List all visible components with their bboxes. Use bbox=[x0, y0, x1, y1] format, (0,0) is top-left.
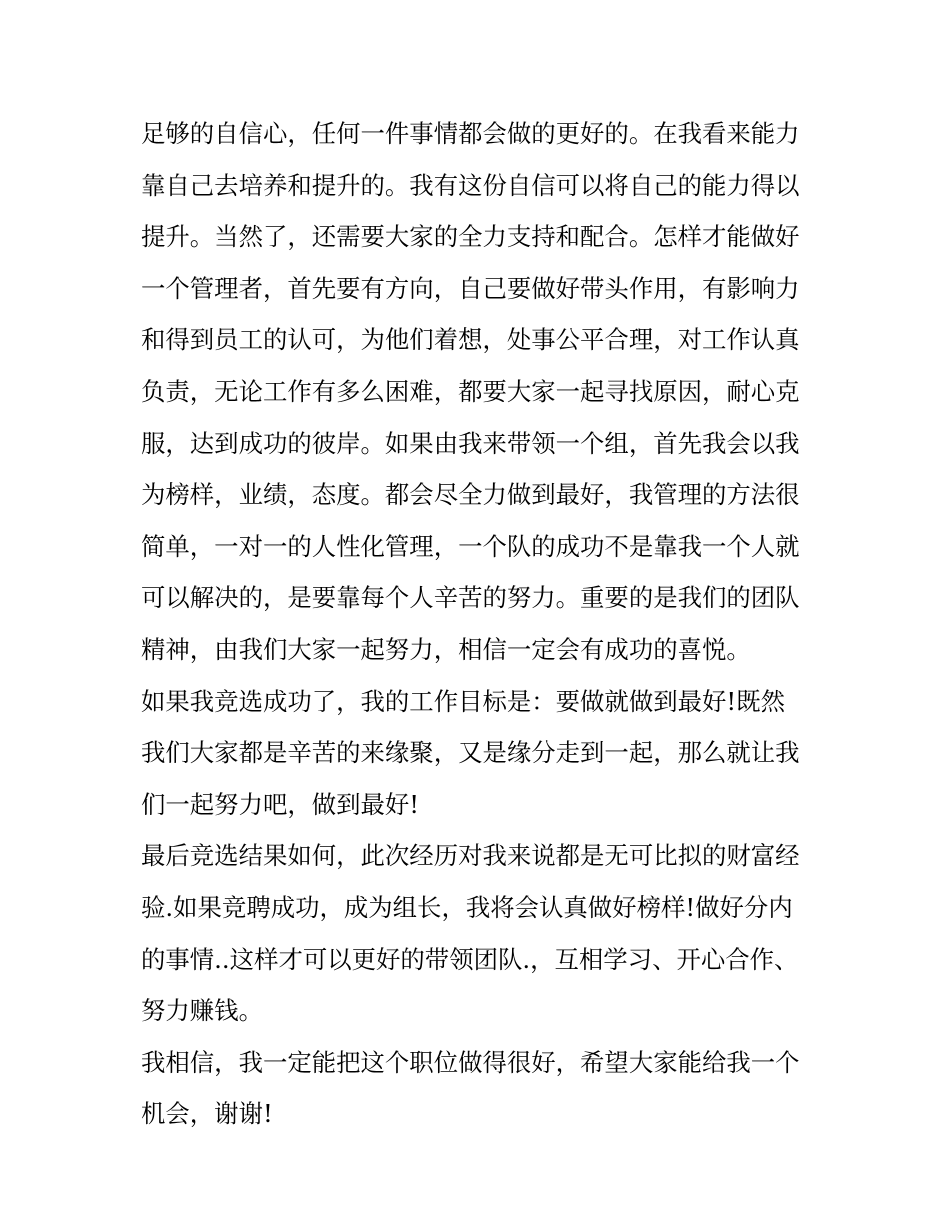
text-line-15: 最后竞选结果如何，此次经历对我来说都是无可比拟的财富经 bbox=[141, 841, 800, 871]
text-line-4: 一个管理者，首先要有方向，自己要做好带头作用，有影响力 bbox=[141, 273, 800, 303]
text-line-16: 验.如果竞聘成功，成为组长，我将会认真做好榜样!做好分内 bbox=[141, 892, 793, 922]
text-line-17: 的事情..这样才可以更好的带领团队.，互相学习、开心合作、 bbox=[141, 944, 799, 974]
text-line-20: 机会，谢谢! bbox=[141, 1099, 273, 1129]
text-line-1: 足够的自信心，任何一件事情都会做的更好的。在我看来能力 bbox=[141, 119, 800, 148]
text-line-10: 可以解决的，是要靠每个人辛苦的努力。重要的是我们的团队 bbox=[141, 583, 800, 613]
text-line-8: 为榜样，业绩，态度。都会尽全力做到最好，我管理的方法很 bbox=[141, 480, 800, 510]
text-line-3: 提升。当然了，还需要大家的全力支持和配合。怎样才能做好 bbox=[141, 222, 800, 252]
text-line-6: 负责，无论工作有多么困难，都要大家一起寻找原因，耐心克 bbox=[141, 376, 800, 406]
text-line-11: 精神，由我们大家一起努力，相信一定会有成功的喜悦。 bbox=[141, 634, 751, 664]
text-line-14: 们一起努力吧，做到最好! bbox=[141, 789, 420, 819]
text-line-19: 我相信，我一定能把这个职位做得很好，希望大家能给我一个 bbox=[141, 1047, 800, 1077]
text-line-18: 努力赚钱。 bbox=[141, 996, 263, 1026]
text-line-5: 和得到员工的认可，为他们着想，处事公平合理，对工作认真 bbox=[141, 325, 800, 355]
document-body bbox=[141, 108, 821, 1140]
text-line-12: 如果我竞选成功了，我的工作目标是：要做就做到最好!既然 bbox=[141, 686, 785, 716]
text-line-7: 服，达到成功的彼岸。如果由我来带领一个组，首先我会以我 bbox=[141, 428, 800, 458]
text-line-9: 简单，一对一的人性化管理，一个队的成功不是靠我一个人就 bbox=[141, 531, 800, 561]
text-line-13: 我们大家都是辛苦的来缘聚，又是缘分走到一起，那么就让我 bbox=[141, 738, 800, 768]
text-line-2: 靠自己去培养和提升的。我有这份自信可以将自己的能力得以 bbox=[141, 170, 800, 200]
